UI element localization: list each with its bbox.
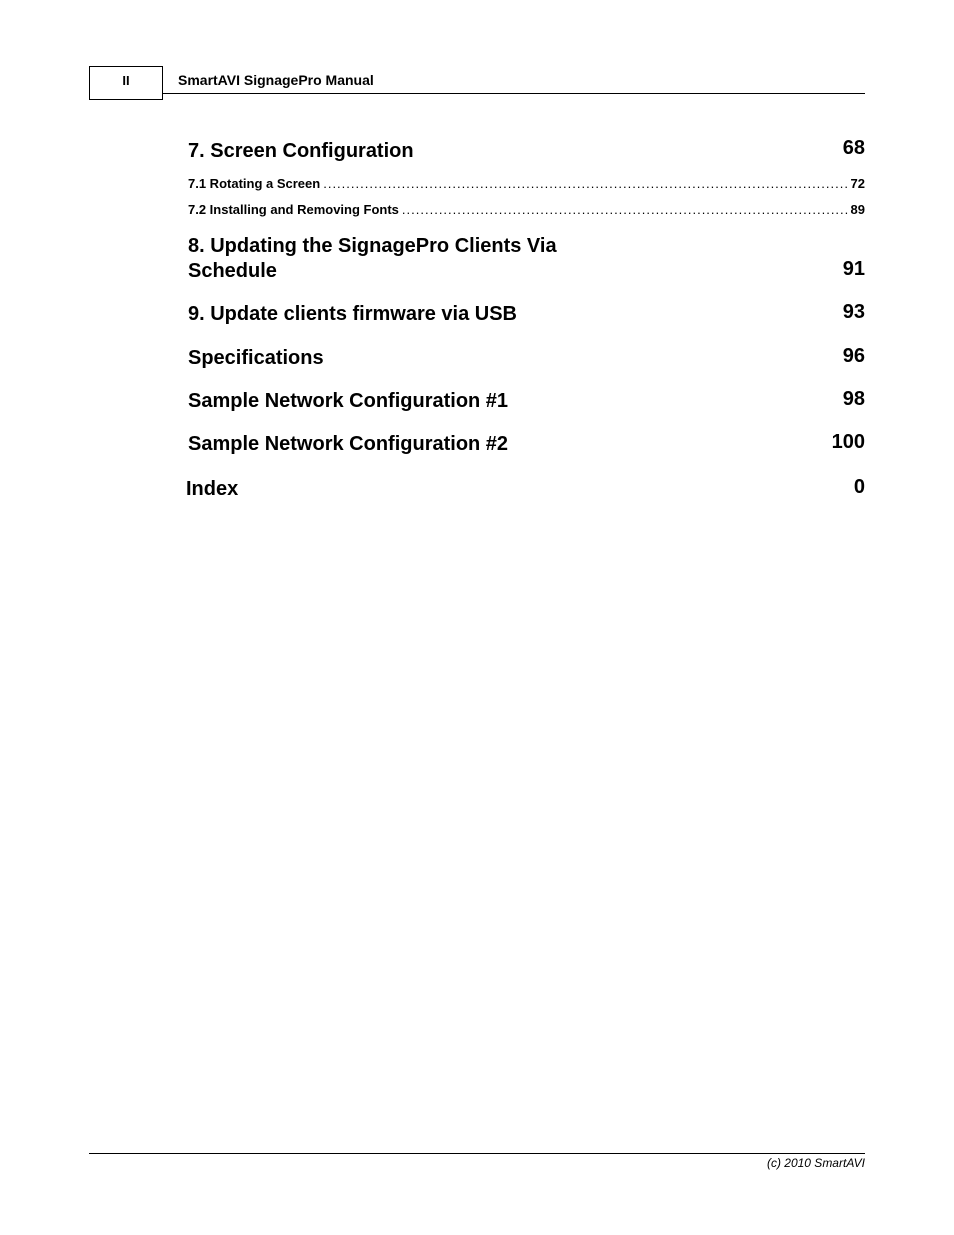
toc-entry-label: 7. Screen Configuration	[188, 140, 414, 162]
page-number: II	[122, 73, 130, 88]
toc-entry-sample-network-1[interactable]	[188, 389, 865, 414]
toc-leader-dots	[402, 201, 848, 219]
toc-entry-screen-configuration[interactable]	[188, 139, 865, 164]
toc-entry-index[interactable]	[186, 477, 865, 502]
toc-entry-sample-network-2[interactable]	[188, 432, 865, 457]
toc-page-number: 72	[850, 176, 865, 191]
running-header-title: SmartAVI SignagePro Manual	[178, 72, 374, 88]
footer-copyright: (c) 2010 SmartAVI	[766, 1156, 865, 1170]
toc-entry-rotating-a-screen[interactable]	[188, 175, 865, 193]
toc-entry-label: 7.2 Installing and Removing Fonts	[188, 202, 399, 217]
toc-entry-label: Sample Network Configuration #1	[188, 390, 509, 412]
toc-entry-label-line1: 8. Updating the SignagePro Clients Via	[188, 235, 557, 257]
page-number-box	[89, 66, 163, 100]
header-rule	[163, 93, 865, 94]
toc-entry-installing-removing-fonts[interactable]	[188, 201, 865, 219]
toc-page-number: 89	[850, 202, 865, 217]
toc-entry-update-firmware-usb[interactable]	[188, 302, 865, 327]
toc-leader-dots	[323, 175, 847, 193]
toc-entry-specifications[interactable]	[188, 346, 865, 371]
toc-entry-label: Sample Network Configuration #2	[188, 433, 509, 455]
toc-page-number: 91	[842, 258, 865, 280]
footer-rule	[89, 1153, 865, 1154]
toc-entry-label: 9. Update clients firmware via USB	[188, 303, 518, 325]
toc-entry-label-line2: Schedule	[188, 260, 277, 282]
toc-page-number: 68	[842, 137, 865, 159]
toc-entry-label: Specifications	[188, 347, 324, 369]
toc-entry-label: 7.1 Rotating a Screen	[188, 176, 321, 191]
toc-page-number: 93	[842, 301, 865, 323]
toc-page-number: 96	[842, 345, 865, 367]
toc-page-number: 0	[853, 476, 865, 498]
toc-page-number: 100	[831, 431, 865, 453]
toc-page-number: 98	[842, 388, 865, 410]
toc-entry-label: Index	[186, 478, 239, 500]
toc-entry-updating-clients-schedule[interactable]	[188, 234, 865, 284]
